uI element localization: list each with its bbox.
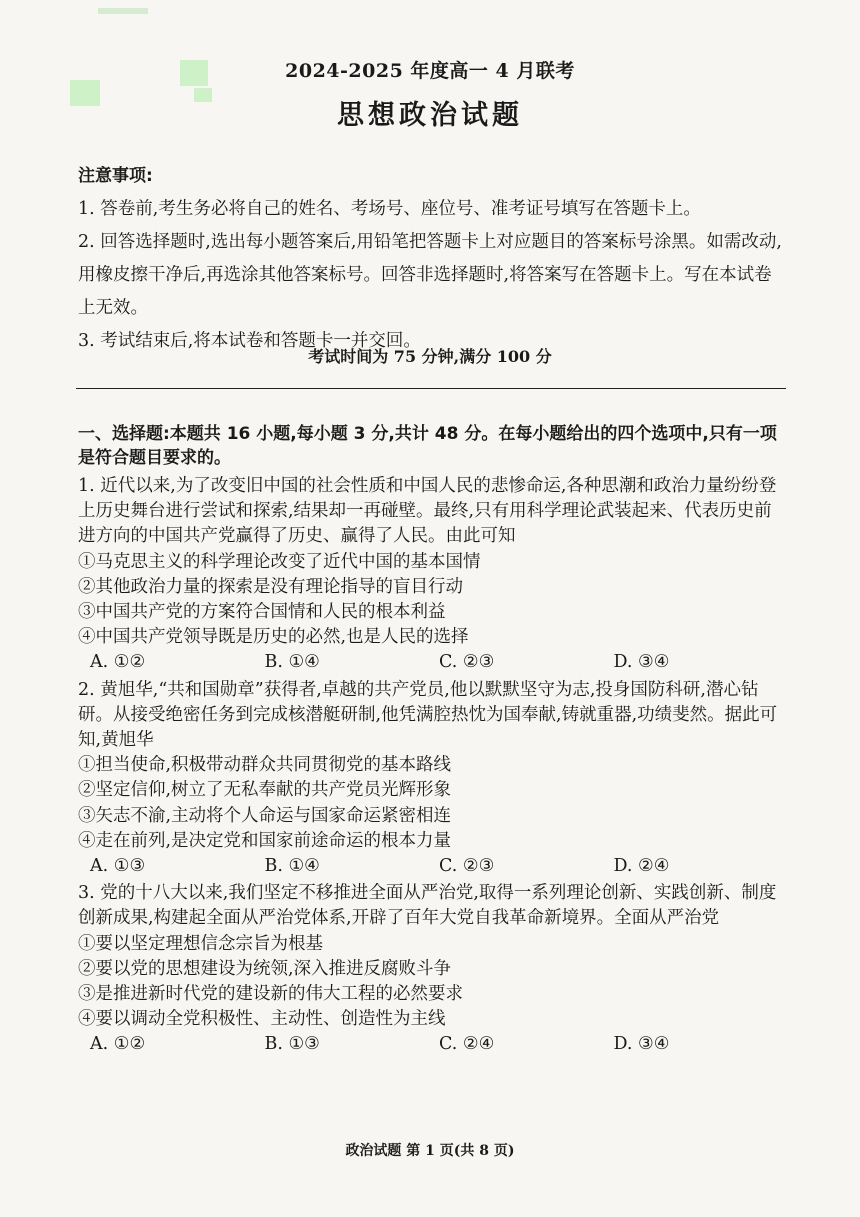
option-statement: ①马克思主义的科学理论改变了近代中国的基本国情 xyxy=(78,551,481,572)
option-statement: ④走在前列,是决定党和国家前途命运的根本力量 xyxy=(78,830,452,851)
choice-b: B. ①④ xyxy=(264,856,320,877)
answer-choices xyxy=(90,1032,788,1057)
choice-c: C. ②④ xyxy=(439,1034,495,1055)
question-list xyxy=(78,474,788,1060)
answer-choices xyxy=(90,854,788,879)
exam-title: 思想政治试题 xyxy=(337,100,523,131)
option-statement: ③矢志不渝,主动将个人命运与国家命运紧密相连 xyxy=(78,805,452,826)
notice-item: 2. 回答选择题时,选出每小题答案后,用铅笔把答题卡上对应题目的答案标号涂黑。如需改动,用橡皮擦干净后,再选涂其他答案标号。回答非选择题时,将答案写在答题卡上。写在本试卷上无效。 xyxy=(78,232,782,318)
question-1 xyxy=(78,474,788,676)
notice-heading: 注意事项: xyxy=(78,166,153,186)
option-statement: ③是推进新时代党的建设新的伟大工程的必然要求 xyxy=(78,984,463,1005)
notice-item: 3. 考试结束后,将本试卷和答题卡一并交回。 xyxy=(78,331,421,351)
choice-d: D. ③④ xyxy=(613,652,670,673)
choice-b: B. ①④ xyxy=(264,652,320,673)
page-footer: 政治试题 第 1 页(共 8 页) xyxy=(345,1143,515,1159)
option-statement: ②坚定信仰,树立了无私奉献的共产党员光辉形象 xyxy=(78,780,452,801)
question-3 xyxy=(78,881,788,1057)
choice-d: D. ②④ xyxy=(613,856,670,877)
choice-a: A. ①② xyxy=(90,652,146,673)
option-statement: ②其他政治力量的探索是没有理论指导的盲目行动 xyxy=(78,576,463,597)
divider xyxy=(76,388,786,389)
notice-block xyxy=(78,160,788,358)
choice-c: C. ②③ xyxy=(439,856,495,877)
choice-a: A. ①② xyxy=(90,1034,146,1055)
question-stem: 3. 党的十八大以来,我们坚定不移推进全面从严治党,取得一系列理论创新、实践创新、制度创新成果,构建起全面从严治党体系,开辟了百年大党自我革命新境界。全面从严治党 xyxy=(78,883,777,929)
question-2 xyxy=(78,678,788,880)
choice-a: A. ①③ xyxy=(90,856,146,877)
option-statement: ④中国共产党领导既是历史的必然,也是人民的选择 xyxy=(78,627,469,648)
option-statement: ④要以调动全党积极性、主动性、创造性为主线 xyxy=(78,1009,446,1030)
option-statement: ③中国共产党的方案符合国情和人民的根本利益 xyxy=(78,602,446,623)
exam-subtitle: 2024-2025 年度高一 4 月联考 xyxy=(285,60,575,82)
option-statement: ②要以党的思想建设为统领,深入推进反腐败斗争 xyxy=(78,958,452,979)
question-stem: 2. 黄旭华,“共和国勋章”获得者,卓越的共产党员,他以默默坚守为志,投身国防科研,潜心钻研。从接受绝密任务到完成核潜艇研制,他凭满腔热忱为国奉献,铸就重器,功绩斐然。据此可知,黄旭华 xyxy=(78,679,778,751)
answer-choices xyxy=(90,650,788,675)
notice-item: 1. 答卷前,考生务必将自己的姓名、考场号、座位号、准考证号填写在答题卡上。 xyxy=(78,199,701,219)
option-statement: ①要以坚定理想信念宗旨为根基 xyxy=(78,933,323,954)
choice-c: C. ②③ xyxy=(439,652,495,673)
scan-mark xyxy=(98,8,148,14)
exam-time: 考试时间为 75 分钟,满分 100 分 xyxy=(308,347,552,366)
question-stem: 1. 近代以来,为了改变旧中国的社会性质和中国人民的悲惨命运,各种思潮和政治力量纷纷登上历史舞台进行尝试和探索,结果却一再碰壁。最终,只有用科学理论武装起来、代表历史前进方向的中国共产党赢得了历史、赢得了人民。由此可知 xyxy=(78,476,777,547)
choice-d: D. ③④ xyxy=(613,1034,670,1055)
section-heading: 一、选择题:本题共 16 小题,每小题 3 分,共计 48 分。在每小题给出的四个选项中,只有一项是符合题目要求的。 xyxy=(78,424,777,468)
option-statement: ①担当使命,积极带动群众共同贯彻党的基本路线 xyxy=(78,755,452,776)
choice-b: B. ①③ xyxy=(264,1034,320,1055)
